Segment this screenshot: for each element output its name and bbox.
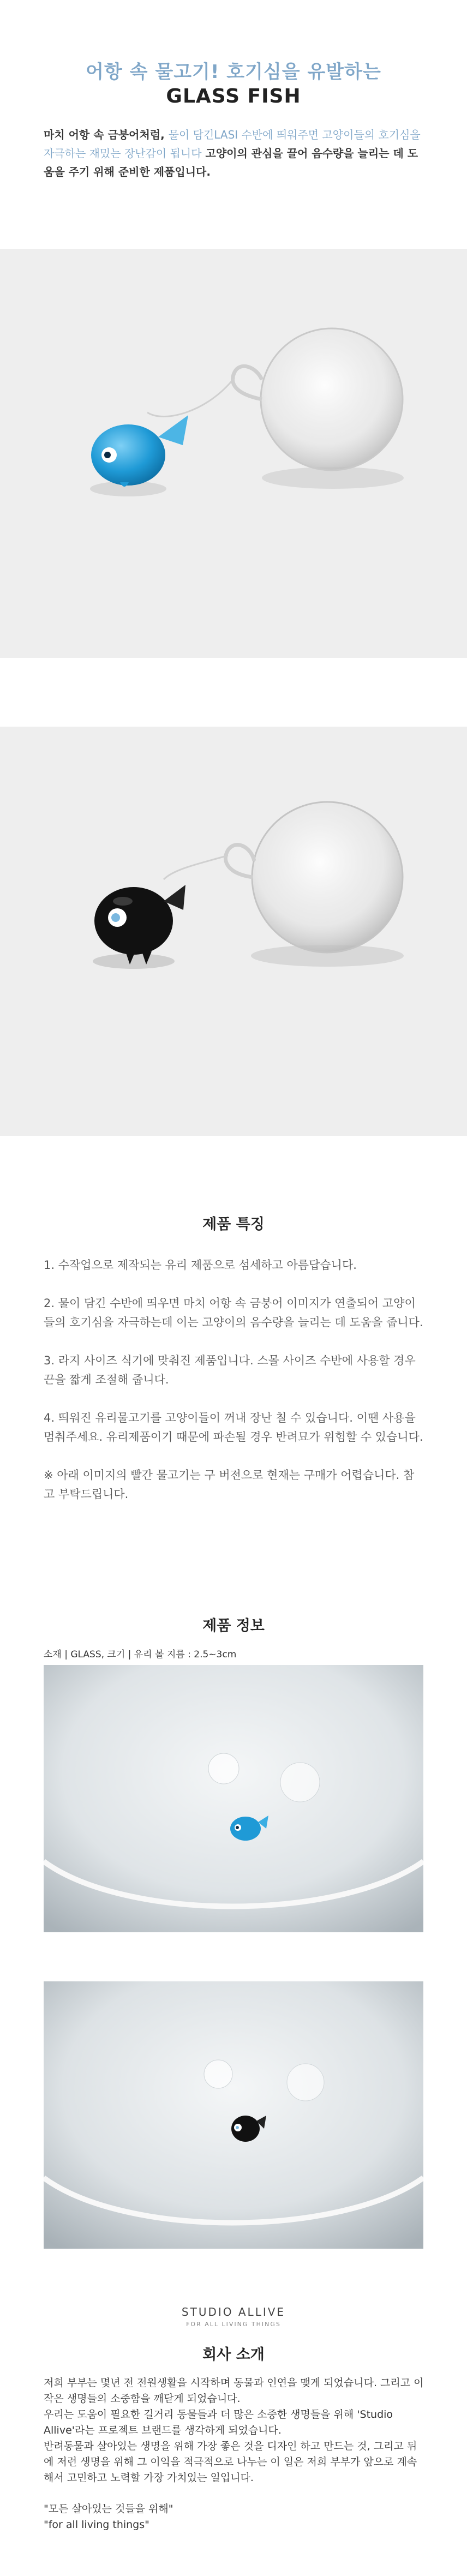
header-title: GLASS FISH xyxy=(166,85,301,107)
blue-fish-pupil xyxy=(236,1826,239,1829)
intro-text xyxy=(44,125,426,181)
blue-fish-bowl-illustration xyxy=(44,1665,423,1932)
black-fish-highlight xyxy=(113,897,133,906)
company-paragraph: 저희 부부는 몇년 전 전원생활을 시작하며 동물과 인연을 맺게 되었습니다. 그리고 이 작은 생명들의 소중함을 깨닫게 되었습니다. xyxy=(44,2377,424,2405)
water-surface xyxy=(44,1665,423,1932)
company-title: 회사 소개 xyxy=(202,2346,265,2363)
intro-highlight: 물이 담긴LASI 수반에 띄워주면 고양이들의 호기심을 자극하는 재밌는 장난감이 됩니다 xyxy=(44,128,421,160)
brand-tagline: FOR ALL LIVING THINGS xyxy=(186,2321,281,2328)
black-fish-body xyxy=(94,887,173,955)
bubble xyxy=(204,2060,232,2088)
black-fish-illustration xyxy=(0,727,467,1136)
blue-fish-pupil xyxy=(104,452,111,458)
feature-note: ※ 아래 이미지의 빨간 물고기는 구 버전으로 현재는 구매가 어렵습니다. 참고 부탁드립니다. xyxy=(44,1469,415,1501)
string-2 xyxy=(164,855,228,879)
glass-neck xyxy=(233,366,262,399)
brand-name: STUDIO ALLIVE xyxy=(181,2305,286,2319)
black-fish-photo xyxy=(0,727,467,1136)
fish-shadow-2 xyxy=(93,954,175,969)
features-list xyxy=(44,1256,423,1523)
company-paragraph: 반려동물과 살아있는 생명을 위해 가장 좋은 것을 디자인 하고 만드는 것, 그리고 뒤에 저런 생명을 위해 그 이익을 적극적으로 나누는 이 일은 저희 부부가 앞으로 계속해서 고민하고 노력할 가장 가치있는 일입니다. xyxy=(44,2440,417,2484)
blue-fish-photo xyxy=(0,249,467,658)
intro-part-1: 마치 어항 속 금붕어처럼, xyxy=(44,128,169,141)
bubble xyxy=(208,1753,239,1784)
brand-logo xyxy=(0,2305,467,2328)
glass-globe xyxy=(261,328,403,470)
company-paragraph: 우리는 도움이 필요한 길거리 동물들과 더 많은 소중한 생명들을 위해 'Studio Allive'라는 프로젝트 브랜드를 생각하게 되었습니다. xyxy=(44,2409,393,2436)
feature-item: 3. 라지 사이즈 식기에 맞춰진 제품입니다. 스몰 사이즈 수반에 사용할 경우 끈을 짧게 조절해 줍니다. xyxy=(44,1354,416,1386)
bubble xyxy=(287,2064,324,2101)
features-title: 제품 특징 xyxy=(202,1216,265,1233)
header-subtitle: 어항 속 물고기! 호기심을 유발하는 xyxy=(86,61,381,83)
glass-neck-2 xyxy=(225,845,254,877)
black-fish-pupil xyxy=(111,913,120,922)
string xyxy=(147,378,235,416)
company-quote-en: "for all living things" xyxy=(44,2519,149,2531)
water-surface-2 xyxy=(44,1981,423,2249)
glass-globe-2 xyxy=(252,802,403,952)
feature-item: 4. 띄워진 유리물고기를 고양이들이 꺼내 장난 칠 수 있습니다. 이땐 사용을 멈춰주세요. 유리제품이기 때문에 파손될 경우 반려묘가 위험할 수 있습니다. xyxy=(44,1411,423,1443)
black-fish-bowl-illustration xyxy=(44,1981,423,2249)
black-fish-pupil xyxy=(236,2126,239,2129)
company-intro xyxy=(44,2375,426,2533)
info-title: 제품 정보 xyxy=(202,1618,265,1634)
bubble xyxy=(280,1763,320,1802)
blue-fish-tail xyxy=(158,415,188,445)
blue-fish-illustration xyxy=(0,249,467,658)
feature-item: 1. 수작업으로 제작되는 유리 제품으로 섬세하고 아름답습니다. xyxy=(44,1259,357,1272)
intro-part-3: 고양이의 관심을 끌어 음수량을 늘리는 데 도움을 주기 위해 준비한 제품입니다. xyxy=(44,147,418,178)
company-quote-ko: "모든 살아있는 것들을 위해" xyxy=(44,2503,173,2515)
black-fish-bowl-photo xyxy=(44,1981,423,2249)
feature-item: 2. 물이 담긴 수반에 띄우면 마치 어항 속 금붕어 이미지가 연출되어 고양이들의 호기심을 자극하는데 이는 고양이의 음수량을 늘리는 데 도움을 줍니다. xyxy=(44,1297,423,1329)
spec-text: 소재 | GLASS, 크기 | 유리 볼 지름 : 2.5~3cm xyxy=(44,1649,237,1660)
blue-fish-bowl-photo xyxy=(44,1665,423,1932)
